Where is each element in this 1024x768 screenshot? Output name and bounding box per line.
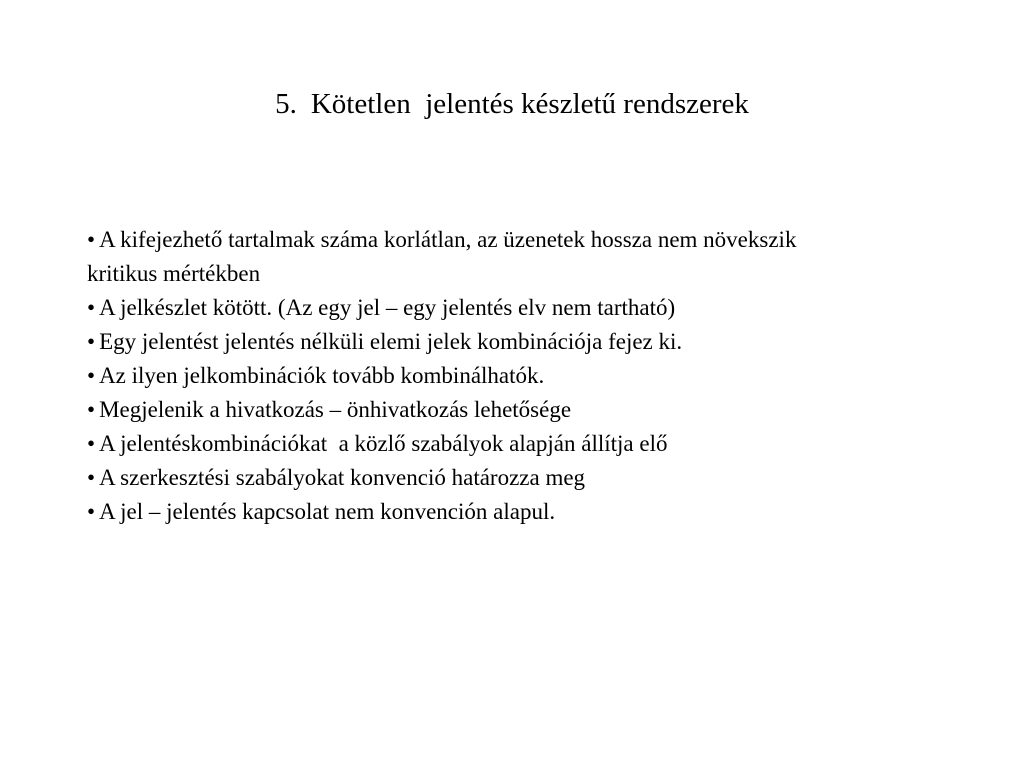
bullet-icon: •	[87, 329, 96, 354]
list-item-text: A jelkészlet kötött. (Az egy jel – egy jelentés elv nem tartható)	[99, 295, 676, 320]
list-item-text: A jel – jelentés kapcsolat nem konvención alapul.	[99, 499, 556, 524]
list-item	[87, 495, 867, 529]
title-text: Kötetlen jelentés készletű rendszerek	[310, 88, 749, 120]
list-item	[87, 461, 867, 495]
list-item	[87, 223, 867, 291]
list-item-text: Az ilyen jelkombinációk tovább kombinálhatók.	[99, 363, 545, 388]
list-item-text: A jelentéskombinációkat a közlő szabályok alapján állítja elő	[99, 431, 668, 456]
list-item	[87, 393, 867, 427]
list-item	[87, 325, 867, 359]
bullet-icon: •	[87, 465, 96, 490]
list-item-text: Megjelenik a hivatkozás – önhivatkozás lehetősége	[99, 397, 572, 422]
list-item	[87, 427, 867, 461]
list-item-text: A kifejezhető tartalmak száma korlátlan, az üzenetek hossza nem növekszik kritikus mértékben	[87, 227, 797, 286]
list-item	[87, 291, 867, 325]
bullet-list	[87, 223, 867, 529]
list-item-text: Egy jelentést jelentés nélküli elemi jelek kombinációja fejez ki.	[99, 329, 683, 354]
bullet-icon: •	[87, 431, 96, 456]
bullet-icon: •	[87, 295, 96, 320]
bullet-icon: •	[87, 499, 96, 524]
bullet-icon: •	[87, 363, 96, 388]
bullet-icon: •	[87, 397, 96, 422]
list-item-text: A szerkesztési szabályokat konvenció határozza meg	[99, 465, 586, 490]
list-item	[87, 359, 867, 393]
title-number: 5.	[275, 88, 297, 120]
bullet-icon: •	[87, 227, 96, 252]
slide-title	[0, 84, 1024, 124]
